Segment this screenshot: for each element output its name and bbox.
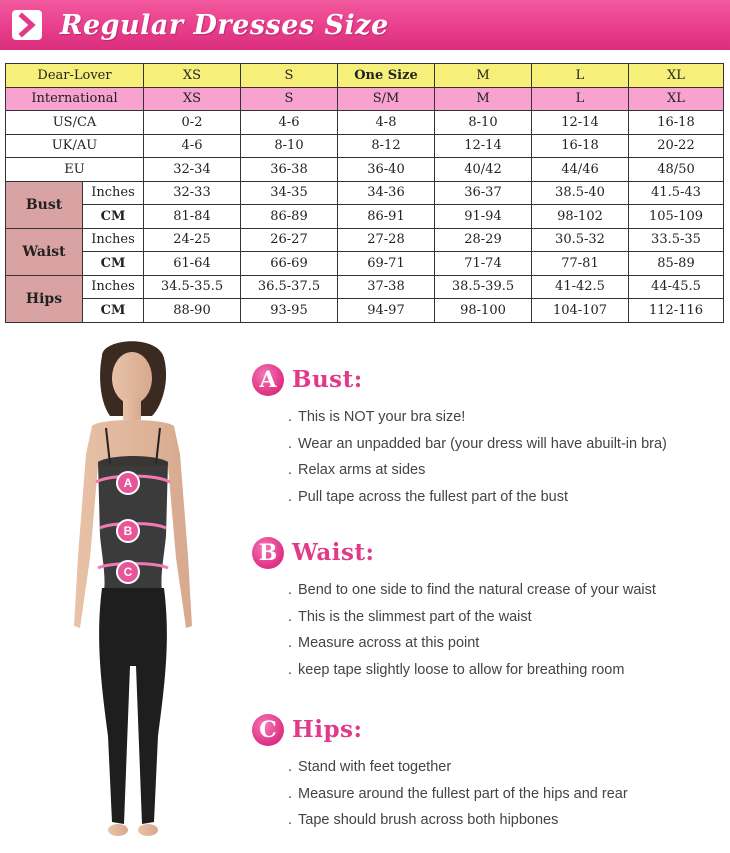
international-size-row bbox=[6, 87, 724, 111]
table-cell: 91-94 bbox=[435, 205, 532, 229]
brand-size-row bbox=[6, 64, 724, 88]
row-label: Dear-Lover bbox=[6, 64, 144, 88]
table-cell: 28-29 bbox=[435, 228, 532, 252]
table-cell: 37-38 bbox=[338, 275, 435, 299]
row-label: International bbox=[6, 87, 144, 111]
table-cell: 61-64 bbox=[144, 252, 241, 276]
table-cell: 66-69 bbox=[241, 252, 338, 276]
bullet-list bbox=[288, 404, 722, 511]
letter-badge: A bbox=[252, 364, 284, 396]
row-label: UK/AU bbox=[6, 134, 144, 158]
table-cell: 81-84 bbox=[144, 205, 241, 229]
table-cell: 36-37 bbox=[435, 181, 532, 205]
list-item: . Wear an unpadded bar (your dress will have abuilt-in bra) bbox=[288, 435, 667, 452]
size-cell: L bbox=[532, 64, 629, 88]
hips-heading bbox=[252, 714, 722, 748]
table-cell: 0-2 bbox=[144, 111, 241, 135]
table-cell: 71-74 bbox=[435, 252, 532, 276]
table-cell: 98-100 bbox=[435, 299, 532, 323]
table-cell: 98-102 bbox=[532, 205, 629, 229]
table-cell: 44/46 bbox=[532, 158, 629, 182]
hips-section bbox=[252, 714, 722, 834]
table-cell: 4-6 bbox=[144, 134, 241, 158]
table-cell: 24-25 bbox=[144, 228, 241, 252]
table-cell: 41.5-43 bbox=[629, 181, 724, 205]
list-item: . This is the slimmest part of the waist bbox=[288, 608, 532, 625]
table-cell: 30.5-32 bbox=[532, 228, 629, 252]
size-cell: XL bbox=[629, 87, 724, 111]
section-title: Hips: bbox=[292, 716, 363, 743]
table-cell: 32-34 bbox=[144, 158, 241, 182]
table-cell: 34-35 bbox=[241, 181, 338, 205]
table-cell: 40/42 bbox=[435, 158, 532, 182]
table-cell: 44-45.5 bbox=[629, 275, 724, 299]
size-cell: XS bbox=[144, 87, 241, 111]
table-cell: 36.5-37.5 bbox=[241, 275, 338, 299]
header-banner bbox=[0, 0, 730, 50]
table-cell: 32-33 bbox=[144, 181, 241, 205]
table-cell: 38.5-39.5 bbox=[435, 275, 532, 299]
size-cell: S bbox=[241, 64, 338, 88]
row-label: EU bbox=[6, 158, 144, 182]
list-item: . Pull tape across the fullest part of the bust bbox=[288, 489, 569, 506]
model-figure bbox=[40, 336, 230, 848]
section-title: Waist: bbox=[292, 539, 375, 566]
table-cell: 16-18 bbox=[532, 134, 629, 158]
table-cell: 48/50 bbox=[629, 158, 724, 182]
hips-marker bbox=[116, 560, 140, 584]
bust-cm-row bbox=[6, 205, 724, 229]
waist-category-cell: Waist bbox=[6, 228, 83, 275]
table-cell: 77-81 bbox=[532, 252, 629, 276]
page-title: Regular Dresses Size bbox=[60, 10, 389, 41]
table-cell: 26-27 bbox=[241, 228, 338, 252]
waist-section bbox=[252, 537, 722, 684]
table-cell: 36-40 bbox=[338, 158, 435, 182]
size-cell: S/M bbox=[338, 87, 435, 111]
unit-label: CM bbox=[83, 252, 144, 276]
size-cell: S bbox=[241, 87, 338, 111]
unit-label: CM bbox=[83, 205, 144, 229]
table-cell: 36-38 bbox=[241, 158, 338, 182]
table-cell: 41-42.5 bbox=[532, 275, 629, 299]
table-cell: 34-36 bbox=[338, 181, 435, 205]
table-cell: 69-71 bbox=[338, 252, 435, 276]
table-cell: 4-6 bbox=[241, 111, 338, 135]
section-title: Bust: bbox=[292, 366, 363, 393]
table-cell: 8-10 bbox=[241, 134, 338, 158]
hips-cm-row bbox=[6, 299, 724, 323]
hips-category-cell: Hips bbox=[6, 275, 83, 322]
table-cell: 112-116 bbox=[629, 299, 724, 323]
table-cell: 12-14 bbox=[435, 134, 532, 158]
size-cell: XS bbox=[144, 64, 241, 88]
table-cell: 27-28 bbox=[338, 228, 435, 252]
table-cell: 8-12 bbox=[338, 134, 435, 158]
letter-badge: C bbox=[252, 714, 284, 746]
list-item: . Measure around the fullest part of the hips and rear bbox=[288, 785, 628, 802]
waist-marker bbox=[116, 519, 140, 543]
size-cell: One Size bbox=[338, 64, 435, 88]
table-cell: 86-89 bbox=[241, 205, 338, 229]
list-item: . Bend to one side to find the natural crease of your waist bbox=[288, 582, 656, 598]
table-cell: 104-107 bbox=[532, 299, 629, 323]
size-chart-table bbox=[5, 63, 724, 323]
bust-marker bbox=[116, 471, 140, 495]
list-item: . Measure across at this point bbox=[288, 635, 480, 652]
table-cell: 93-95 bbox=[241, 299, 338, 323]
letter-badge: B bbox=[252, 537, 284, 569]
size-cell: M bbox=[435, 87, 532, 111]
table-cell: 105-109 bbox=[629, 205, 724, 229]
table-cell: 86-91 bbox=[338, 205, 435, 229]
us-ca-row bbox=[6, 111, 724, 135]
unit-label: Inches bbox=[83, 181, 144, 205]
marker-label: B bbox=[123, 524, 133, 538]
table-cell: 4-8 bbox=[338, 111, 435, 135]
table-cell: 85-89 bbox=[629, 252, 724, 276]
table-cell: 20-22 bbox=[629, 134, 724, 158]
size-cell: M bbox=[435, 64, 532, 88]
table-cell: 12-14 bbox=[532, 111, 629, 135]
unit-label: Inches bbox=[83, 275, 144, 299]
bullet-list bbox=[288, 754, 722, 834]
waist-cm-row bbox=[6, 252, 724, 276]
bust-section bbox=[252, 364, 722, 511]
table-cell: 38.5-40 bbox=[532, 181, 629, 205]
bust-inches-row bbox=[6, 181, 724, 205]
size-cell: XL bbox=[629, 64, 724, 88]
marker-label: C bbox=[123, 565, 133, 579]
list-item: . This is NOT your bra size! bbox=[288, 409, 466, 425]
hips-inches-row bbox=[6, 275, 724, 299]
table-cell: 88-90 bbox=[144, 299, 241, 323]
row-label: US/CA bbox=[6, 111, 144, 135]
chevron-right-icon bbox=[12, 10, 42, 40]
list-item: . keep tape slightly loose to allow for breathing room bbox=[288, 662, 625, 679]
unit-label: CM bbox=[83, 299, 144, 323]
uk-au-row bbox=[6, 134, 724, 158]
list-item: . Tape should brush across both hipbones bbox=[288, 812, 559, 829]
bullet-list bbox=[288, 577, 722, 684]
marker-label: A bbox=[123, 476, 133, 490]
table-cell: 16-18 bbox=[629, 111, 724, 135]
unit-label: Inches bbox=[83, 228, 144, 252]
table-cell: 94-97 bbox=[338, 299, 435, 323]
table-cell: 8-10 bbox=[435, 111, 532, 135]
size-cell: L bbox=[532, 87, 629, 111]
list-item: . Stand with feet together bbox=[288, 759, 452, 775]
waist-inches-row bbox=[6, 228, 724, 252]
bust-heading bbox=[252, 364, 722, 398]
eu-row bbox=[6, 158, 724, 182]
list-item: . Relax arms at sides bbox=[288, 462, 426, 479]
bust-category-cell: Bust bbox=[6, 181, 83, 228]
waist-heading bbox=[252, 537, 722, 571]
table-cell: 34.5-35.5 bbox=[144, 275, 241, 299]
table-cell: 33.5-35 bbox=[629, 228, 724, 252]
